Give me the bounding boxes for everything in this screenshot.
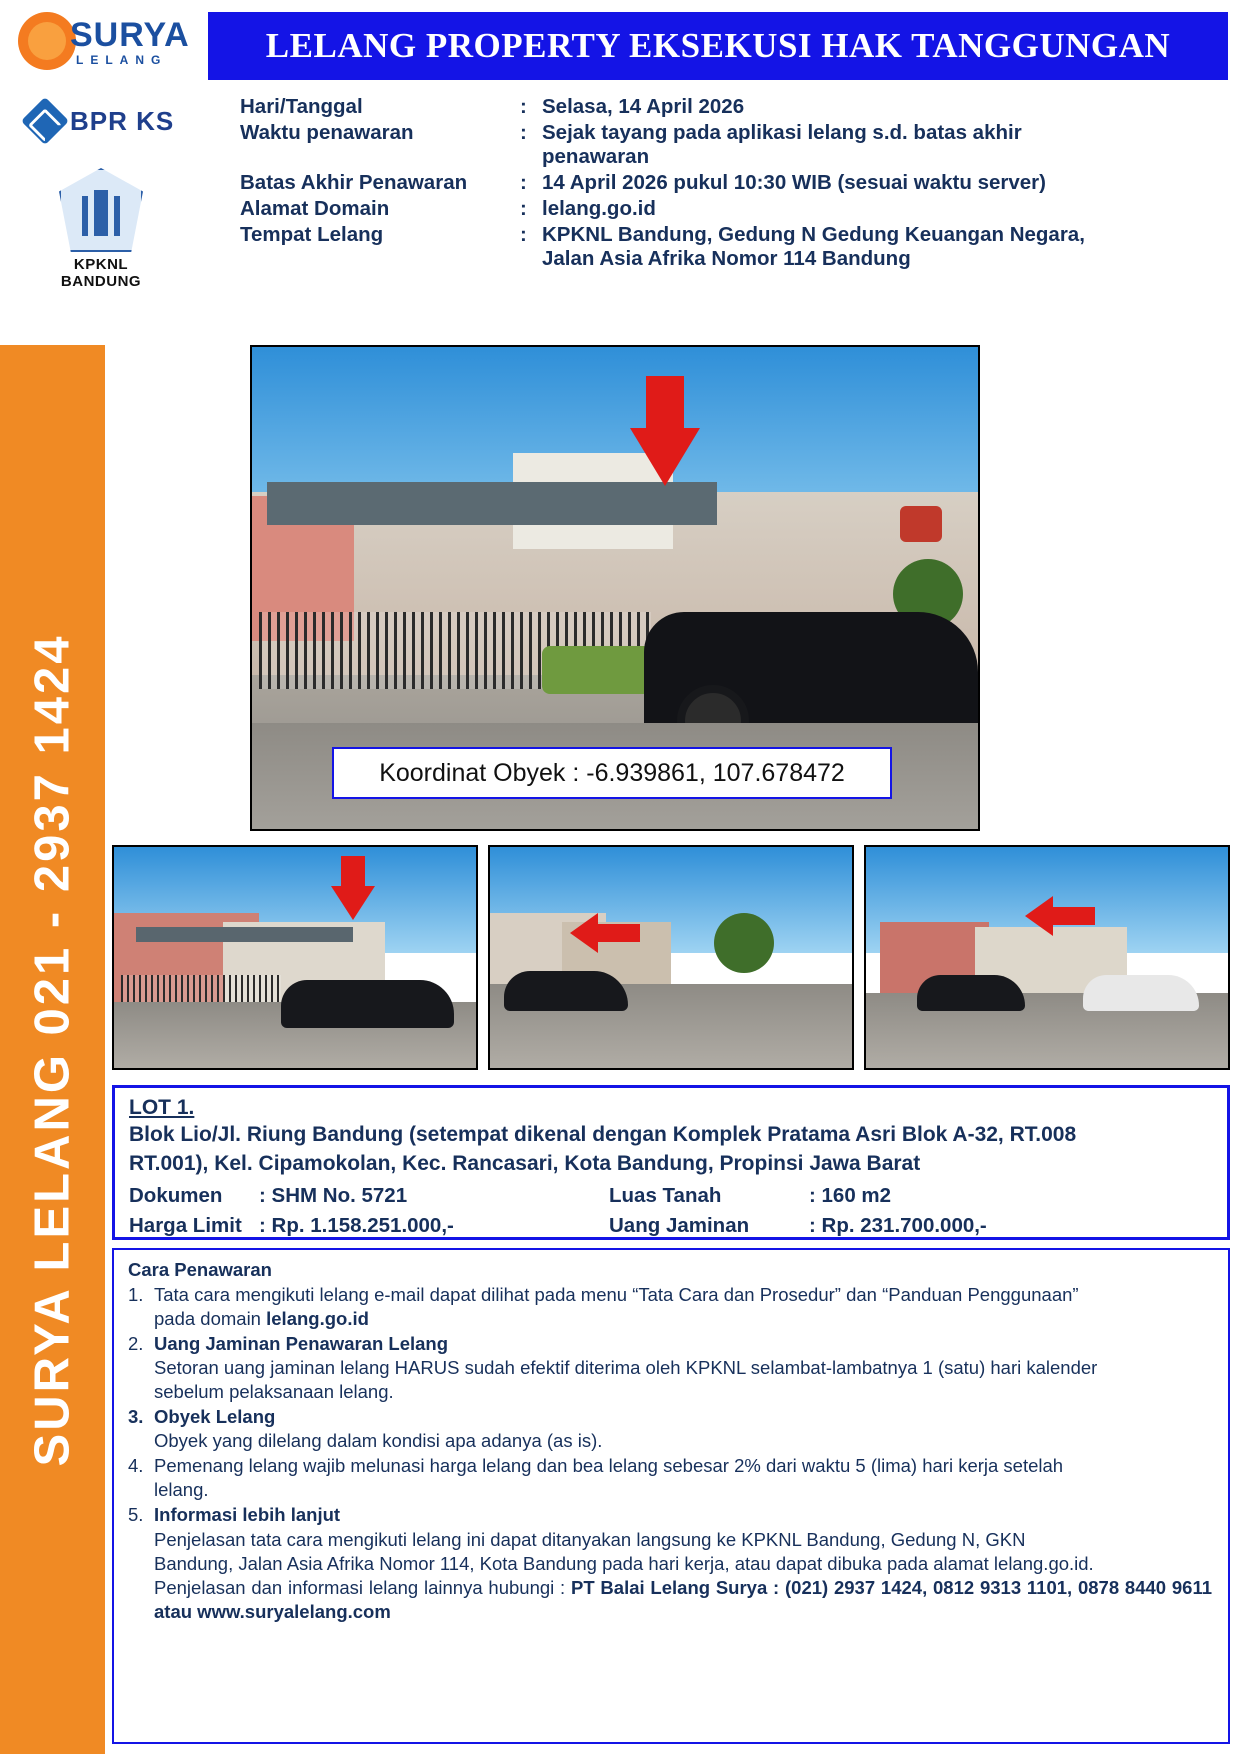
sun-icon bbox=[18, 12, 76, 70]
list-item bbox=[128, 1283, 1212, 1331]
list-item-number: 5. bbox=[128, 1504, 144, 1526]
list-item-body bbox=[154, 1503, 1212, 1623]
left-arrow-icon bbox=[1025, 896, 1095, 936]
list-item-subtext bbox=[154, 1307, 1212, 1331]
info-value-domain[interactable]: lelang.go.id bbox=[542, 197, 656, 220]
cara-penawaran-box bbox=[112, 1248, 1230, 1744]
contact-details[interactable]: PT Balai Lelang Surya : (021) 2937 1424, 0812 9313 1101, 0878 8440 9611 atau www.suryalelang.com bbox=[154, 1576, 1212, 1622]
photo-roof bbox=[267, 482, 717, 525]
list-item-subtext: sebelum pelaksanaan lelang. bbox=[154, 1381, 394, 1403]
lot-luas-value: : 160 m2 bbox=[809, 1183, 892, 1207]
list-item-text: Tata cara mengikuti lelang e-mail dapat dilihat pada menu “Tata Cara dan Prosedur” dan “Panduan Penggunaan” bbox=[154, 1284, 1079, 1306]
info-value bbox=[542, 121, 1230, 169]
down-arrow-icon bbox=[630, 376, 700, 486]
page-title-banner bbox=[208, 12, 1228, 80]
list-item-body bbox=[154, 1454, 1212, 1502]
main-property-photo bbox=[250, 345, 980, 831]
info-colon: : bbox=[520, 95, 527, 118]
lot-harga-value: : Rp. 1.158.251.000,- bbox=[259, 1213, 454, 1237]
coordinate-box: Koordinat Obyek : -6.939861, 107.678472 bbox=[332, 747, 892, 799]
info-row bbox=[240, 223, 1230, 271]
list-item-number: 4. bbox=[128, 1455, 144, 1477]
contact-prefix: Penjelasan dan informasi lelang lainnya hubungi : bbox=[154, 1576, 571, 1598]
list-item-subtext: Bandung, Jalan Asia Afrika Nomor 114, Kota Bandung pada hari kerja, atau dapat dibuka pada alamat lelang.go.id. bbox=[154, 1552, 1094, 1574]
kpknl-logo bbox=[38, 168, 164, 290]
info-colon: : bbox=[520, 197, 527, 220]
list-item bbox=[128, 1332, 1212, 1404]
surya-logo-subtext: LELANG bbox=[76, 53, 168, 67]
info-label: Alamat Domain bbox=[240, 197, 390, 220]
info-row bbox=[240, 197, 1230, 221]
bpr-label: BPR KS bbox=[70, 105, 175, 136]
list-item bbox=[128, 1454, 1212, 1502]
thumb-roof bbox=[136, 927, 353, 942]
info-colon: : bbox=[520, 121, 527, 144]
auction-info-table bbox=[240, 95, 1230, 273]
photo-car bbox=[644, 612, 978, 737]
info-row bbox=[240, 95, 1230, 119]
cara-heading: Cara Penawaran bbox=[128, 1259, 272, 1280]
cara-list bbox=[128, 1283, 1212, 1624]
list-item-subtext-plain: pada domain bbox=[154, 1308, 267, 1330]
lot-row-harga bbox=[129, 1214, 1213, 1238]
list-item-heading: Uang Jaminan Penawaran Lelang bbox=[154, 1333, 449, 1355]
info-colon: : bbox=[520, 171, 527, 194]
info-label: Tempat Lelang bbox=[240, 223, 384, 246]
list-item-heading: Obyek Lelang bbox=[154, 1406, 276, 1428]
lot-row-dokumen bbox=[129, 1184, 1213, 1208]
list-item-text: Penjelasan tata cara mengikuti lelang ini dapat ditanyakan langsung ke KPKNL Bandung, Gedung N, GKN bbox=[154, 1528, 1026, 1550]
list-item-text: Setoran uang jaminan lelang HARUS sudah efektif diterima oleh KPKNL selambat-lambatnya 1 (satu) hari kalender bbox=[154, 1357, 1098, 1379]
info-value: Selasa, 14 April 2026 bbox=[542, 95, 745, 118]
list-item-body bbox=[154, 1283, 1212, 1331]
info-value-line2: Jalan Asia Afrika Nomor 114 Bandung bbox=[542, 247, 911, 270]
info-colon: : bbox=[520, 223, 527, 246]
surya-logo-text: SURYA bbox=[70, 16, 190, 54]
thumb-car bbox=[281, 980, 455, 1029]
thumb-fence bbox=[121, 975, 280, 1002]
list-item bbox=[128, 1405, 1212, 1453]
lot-address-line-1: Blok Lio/Jl. Riung Bandung (setempat dikenal dengan Komplek Pratama Asri Blok A-32, RT.008 bbox=[129, 1123, 1077, 1146]
list-item-number: 1. bbox=[128, 1284, 144, 1306]
info-label: Waktu penawaran bbox=[240, 121, 414, 144]
thumbnail-photo-3[interactable] bbox=[864, 845, 1230, 1070]
list-item-number: 3. bbox=[128, 1406, 144, 1428]
bpr-diamond-icon bbox=[21, 97, 69, 145]
kpknl-crest-icon bbox=[59, 168, 143, 252]
lot-address-line-2: RT.001), Kel. Cipamokolan, Kec. Rancasari, Kota Bandung, Propinsi Jawa Barat bbox=[129, 1151, 921, 1175]
list-item-text: Pemenang lelang wajib melunasi harga lelang dan bea lelang sebesar 2% dari waktu 5 (lima) hari kerja setelah bbox=[154, 1455, 1064, 1477]
left-arrow-icon bbox=[570, 913, 640, 953]
lot-title: LOT 1. bbox=[129, 1096, 195, 1119]
list-item-body bbox=[154, 1405, 1212, 1453]
info-value-line1: KPKNL Bandung, Gedung N Gedung Keuangan Negara, bbox=[542, 223, 1085, 246]
list-item bbox=[128, 1503, 1212, 1623]
thumb-car-2 bbox=[1083, 975, 1199, 1010]
thumb-car bbox=[917, 975, 1026, 1010]
lot-jaminan-value: : Rp. 231.700.000,- bbox=[809, 1213, 987, 1237]
info-value bbox=[542, 223, 1230, 271]
photo-water-tank bbox=[900, 506, 942, 542]
list-item-subtext: lelang. bbox=[154, 1479, 209, 1501]
bpr-ks-logo bbox=[28, 104, 174, 138]
lot-dokumen-label: Dokumen bbox=[129, 1183, 223, 1207]
list-item-text: Obyek yang dilelang dalam kondisi apa adanya (as is). bbox=[154, 1430, 603, 1452]
sidebar-brand-text: SURYA LELANG 021 - 2937 1424 bbox=[25, 633, 80, 1466]
lot-dokumen-value: : SHM No. 5721 bbox=[259, 1183, 408, 1207]
thumbnail-photo-1[interactable] bbox=[112, 845, 478, 1070]
logo-column bbox=[10, 8, 200, 76]
lot-jaminan-label: Uang Jaminan bbox=[609, 1213, 750, 1237]
thumb-car bbox=[504, 971, 627, 1011]
contact-line bbox=[154, 1576, 1212, 1624]
page-title: LELANG PROPERTY EKSEKUSI HAK TANGGUNGAN bbox=[265, 26, 1171, 65]
lot-details-box bbox=[112, 1085, 1230, 1240]
domain-link[interactable]: lelang.go.id bbox=[266, 1308, 369, 1330]
info-value: 14 April 2026 pukul 10:30 WIB (sesuai waktu server) bbox=[542, 171, 1046, 194]
down-arrow-icon bbox=[331, 856, 375, 920]
thumbnail-photo-2[interactable] bbox=[488, 845, 854, 1070]
info-row bbox=[240, 121, 1230, 169]
list-item-number: 2. bbox=[128, 1333, 144, 1355]
info-value-line2: penawaran bbox=[542, 145, 650, 168]
info-row bbox=[240, 171, 1230, 195]
info-value-line1: Sejak tayang pada aplikasi lelang s.d. batas akhir bbox=[542, 121, 1022, 144]
thumbnail-row bbox=[112, 845, 1230, 1070]
lot-luas-label: Luas Tanah bbox=[609, 1183, 722, 1207]
surya-logo bbox=[10, 8, 190, 76]
info-label: Batas Akhir Penawaran bbox=[240, 171, 468, 194]
lot-harga-label: Harga Limit bbox=[129, 1213, 242, 1237]
list-item-heading: Informasi lebih lanjut bbox=[154, 1504, 341, 1526]
list-item-body bbox=[154, 1332, 1212, 1404]
info-label: Hari/Tanggal bbox=[240, 95, 363, 118]
thumb-palm-tree bbox=[714, 913, 774, 973]
kpknl-label: KPKNL BANDUNG bbox=[60, 256, 142, 290]
sidebar-brand-strip bbox=[0, 345, 105, 1754]
